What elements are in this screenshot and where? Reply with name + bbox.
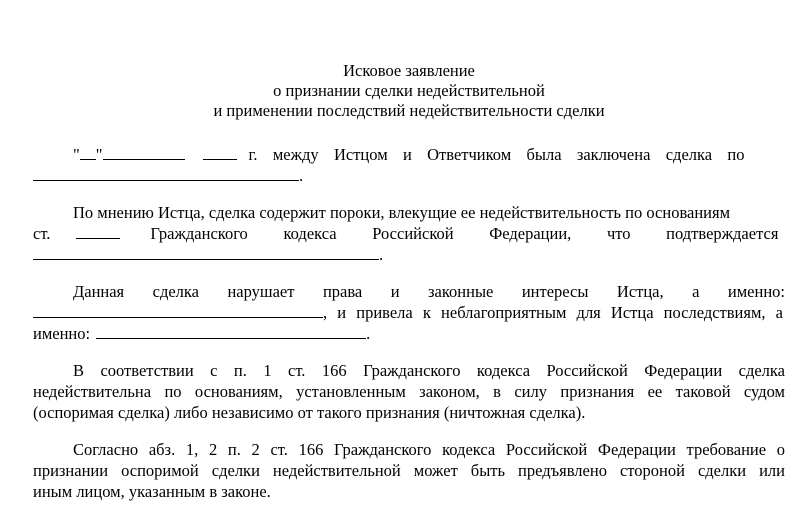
paragraph-1-line-2 xyxy=(33,165,785,186)
p2-st: ст. xyxy=(33,224,51,243)
document-title xyxy=(33,61,785,121)
paragraph-2-line-2 xyxy=(33,223,785,244)
p3-imenno: именно: xyxy=(33,324,91,343)
paragraph-4-line-2: недействительна по основаниям, установленным законом, в силу признания ее таковой судом xyxy=(33,382,785,401)
paragraph-5-line-1: Согласно абз. 1, 2 п. 2 ст. 166 Гражданского кодекса Российской Федерации требование о xyxy=(73,440,785,459)
p2-line2-text: Гражданского кодекса Российской Федерации, что подтверждается xyxy=(150,224,779,243)
title-line-1: Исковое заявление xyxy=(343,61,475,80)
paragraph-5-line-3: иным лицом, указанным в законе. xyxy=(33,482,271,501)
consequences-blank[interactable] xyxy=(96,324,366,339)
p3-line2-text: , и привела к неблагоприятным для Истца последствиям, а xyxy=(323,303,783,322)
paragraph-5 xyxy=(33,439,785,502)
paragraph-4 xyxy=(33,360,785,423)
deal-blank[interactable] xyxy=(33,166,299,181)
paragraph-3-line-1: Данная сделка нарушает права и законные интересы Истца, а именно: xyxy=(73,282,785,301)
quote-open: " xyxy=(73,145,80,164)
title-line-3: и применении последствий недействительности сделки xyxy=(213,101,605,120)
rights-blank[interactable] xyxy=(33,303,323,318)
p1-end: . xyxy=(299,166,304,185)
paragraph-3-line-2 xyxy=(33,302,785,323)
paragraph-2-line-1: По мнению Истца, сделка содержит пороки, влекущие ее недействительность по основаниям xyxy=(73,203,731,222)
day-blank[interactable] xyxy=(80,145,96,160)
p3-end: . xyxy=(366,324,371,343)
paragraph-5-line-2: признании оспоримой сделки недействительной может быть предъявлено стороной сделки или xyxy=(33,461,785,480)
evidence-blank[interactable] xyxy=(33,245,379,260)
paragraph-2-line-3 xyxy=(33,244,785,265)
year-blank[interactable] xyxy=(203,145,237,160)
article-blank[interactable] xyxy=(76,224,120,239)
paragraph-4-line-1: В соответствии с п. 1 ст. 166 Гражданского кодекса Российской Федерации сделка xyxy=(73,361,785,380)
paragraph-3 xyxy=(33,281,785,344)
quote-close: " xyxy=(95,145,103,164)
p2-end: . xyxy=(379,245,384,264)
paragraph-4-line-3: (оспоримая сделка) либо независимо от такого признания (ничтожная сделка). xyxy=(33,403,586,422)
month-blank[interactable] xyxy=(103,145,185,160)
paragraph-2 xyxy=(33,202,785,265)
paragraph-1 xyxy=(33,144,785,186)
title-line-2: о признании сделки недействительной xyxy=(273,81,545,100)
paragraph-3-line-3 xyxy=(33,323,785,344)
p1-text: г. между Истцом и Ответчиком была заключена сделка по xyxy=(248,145,745,164)
paragraph-1-line-1 xyxy=(33,144,785,165)
